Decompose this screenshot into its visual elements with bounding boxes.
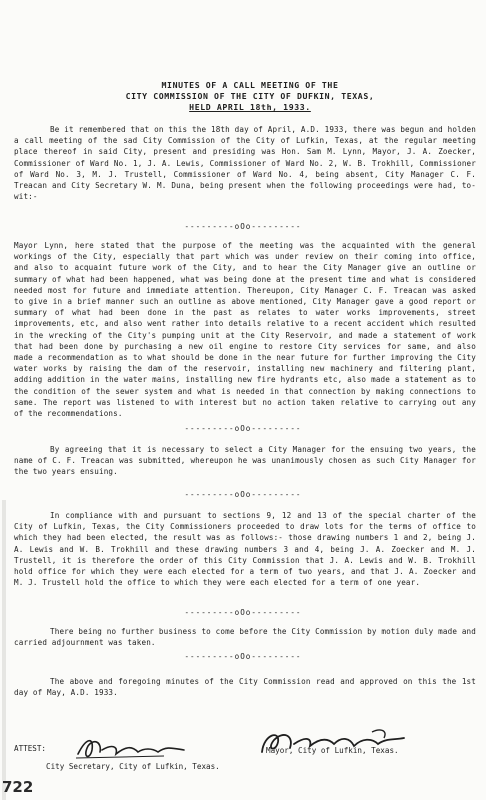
header-line-1: MINUTES OF A CALL MEETING OF THE [161, 80, 339, 90]
report-paragraph: Mayor Lynn, here stated that the purpose of the meeting was the acquainted with the general workings of the City, especially that part which was under review on their coming into office, and also to acquaint future work of the City, and to hear the City Manager give an outline or summary of what had been happened, what was being done at the present time and what is considered needed most for future and immediate attention. Thereupon, City Manager C. F. Treacan was asked to give in a brief manner such an outline as above mentioned, City Manager gave a good report or summary of what had been done in the past as relates to water works improvements, street improvements, etc, and also went rather into details relative to a recent accident which resulted in the wrecking of the City's pumping unit at the City Reservoir, and made a statement of work that had been done by purchasing a new oil engine to restore City services for same, and also made a recommendation as to what should be done in the near future for further improving the City water works by raising the dam of the reservoir, installing new machinery and filtering plant, adding addition in the water mains, installing new fire hydrants etc, also made a statement as to the condition of the sewer system and what is needed in that connection by making connections to same. The report was listened to with interest but no action taken relative to carrying out any of the recommendations. [14, 241, 476, 419]
separator-5: ---------oOo--------- [184, 652, 302, 661]
opening-paragraph: Be it remembered that on this the 18th day of April, A.D. 1933, there was begun and holden a call meeting of the sad City Commission of the City of Lufkin, Texas, at the regular meeting place thereof in said City, present and presiding was Hon. Sam M. Lynn, Mayor, J. A. Zoecker, Commissioner of Ward No. 1, J. A. Lewis, Commissioner of Ward No. 2, W. B. Trokhill, Commissioner of Ward No. 3, M. J. Trustell, Commissioner of Ward No. 4, being absent, City Manager C. F. Treacan and City Secretary W. M. Duna, being present when the following proceedings were had, to-wit:- [14, 125, 476, 202]
signature-block [14, 738, 476, 780]
separator-3: ---------oOo--------- [184, 490, 302, 499]
header-line-2: CITY COMMISSION OF THE CITY OF DUFKIN, TEXAS, [125, 91, 375, 101]
scan-margin-shadow [2, 500, 6, 800]
approval-paragraph: The above and foregoing minutes of the City Commission read and approved on this the 1st day of May, A.D. 1933. [14, 677, 476, 698]
secretary-title: City Secretary, City of Lufkin, Texas. [46, 762, 220, 771]
attest-label: ATTEST: [14, 744, 47, 753]
lots-drawing-paragraph: In compliance with and pursuant to sections 9, 12 and 13 of the special charter of the City of Lufkin, Texas, the City Commissioners proceeded to draw lots for the terms of office to which they had been elected, the result was as follows:- those drawing numbers 1 and 2, being J. A. Lewis and W. B. Trokhill and these drawing numbers 3 and 4, being J. A. Zoecker and M. J. Trustell, it is therefore the order of this City Commission that J. A. Lewis and W. B. Trokhill hold office for which they were each elected for a term of two years, and that J. A. Zoecker and M. J. Trustell hold the office to which they were each elected for a term of one year. [14, 511, 476, 588]
header-line-3: HELD APRIL 18th, 1933. [189, 102, 311, 112]
city-manager-paragraph: By agreeing that it is necessary to select a City Manager for the ensuing two years, the name of C. F. Treacan was submitted, whereupon he was unanimously chosen as such City Manager for the two years ensuing. [14, 445, 476, 477]
adjournment-paragraph: There being no further business to come before the City Commission by motion duly made and carried adjournment was taken. [14, 627, 476, 648]
page-number: 722 [2, 778, 34, 796]
separator-4: ---------oOo--------- [184, 608, 302, 617]
mayor-title: Mayor, City of Lufkin, Texas. [266, 746, 399, 755]
minutes-header [60, 80, 440, 113]
secretary-signature [72, 732, 192, 764]
mayor-signature [254, 726, 414, 762]
separator-2: ---------oOo--------- [184, 424, 302, 433]
separator-1: ---------oOo--------- [184, 222, 302, 231]
